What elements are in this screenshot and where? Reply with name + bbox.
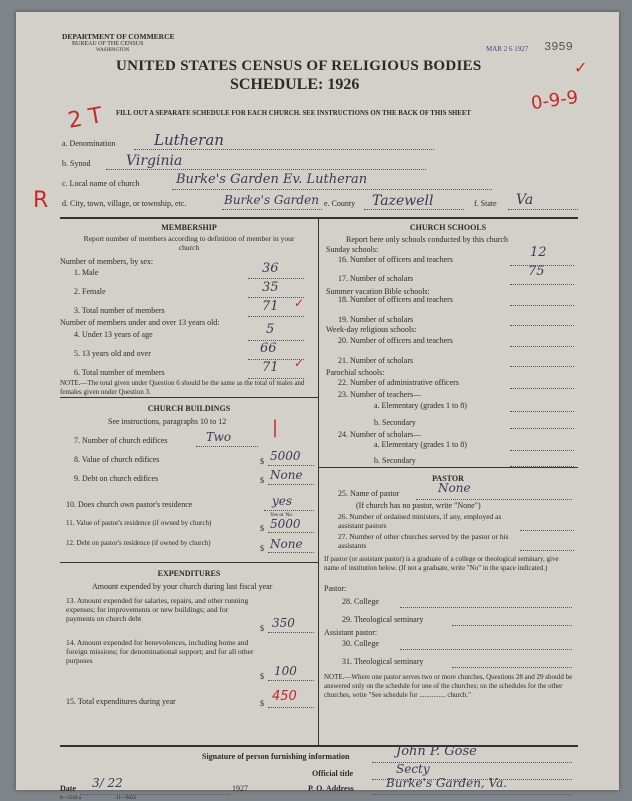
city-label: WASHINGTON: [96, 48, 130, 53]
q6-value[interactable]: 71: [262, 360, 279, 375]
official-title-value[interactable]: Secty: [396, 762, 430, 776]
pastor-title: PASTOR: [432, 474, 464, 483]
q12-label: 12. Debt on pastor's residence (if owned by church): [66, 539, 211, 547]
q23a-label: a. Elementary (grades 1 to 8): [374, 401, 467, 410]
q19-label: 19. Number of scholars: [338, 315, 414, 324]
date-label: Date: [60, 784, 76, 793]
date-value[interactable]: 3/ 22: [92, 776, 123, 790]
q24b-label: b. Secondary: [374, 456, 416, 465]
membership-intro: Report number of members according to definition of member in your church: [83, 234, 295, 252]
q3-label: 3. Total number of members: [74, 306, 165, 315]
q15-value[interactable]: 450: [272, 689, 297, 704]
local-name-value[interactable]: Burke's Garden Ev. Lutheran: [176, 172, 368, 187]
po-address-label: P. O. Address: [308, 784, 354, 793]
q22-label: 22. Number of administrative officers: [338, 378, 459, 387]
q1-label: 1. Male: [74, 268, 99, 277]
q14-label: 14. Amount expended for benevolences, including home and foreign missions; for denominational support; and for all other purposes: [66, 638, 254, 665]
q27-label: 27. Number of other churches served by the pastor or his assistants: [338, 532, 509, 550]
signature-label: Signature of person furnishing information: [202, 752, 350, 761]
annotation-r: R: [33, 188, 49, 213]
under13-label: Number of members under and over 13 years old:: [60, 318, 220, 327]
city-town-label: d. City, town, village, or township, etc.: [62, 199, 187, 208]
signature-value[interactable]: John P. Gose: [396, 744, 477, 759]
sunday-label: Sunday schools:: [326, 245, 379, 254]
synod-label: b. Synod: [62, 159, 91, 168]
q15-label: 15. Total expenditures during year: [66, 697, 176, 706]
expenditures-title: EXPENDITURES: [157, 569, 221, 578]
schedule-title: SCHEDULE: 1926: [230, 76, 360, 93]
q7-label: 7. Number of church edifices: [74, 436, 168, 445]
state-value[interactable]: Va: [516, 192, 534, 208]
q29-label: 29. Theological seminary: [342, 615, 424, 624]
q9-label: 9. Debt on church edifices: [74, 474, 159, 483]
q10-value[interactable]: yes: [272, 494, 293, 508]
print-code-2: 11—9654: [116, 796, 136, 801]
q25-label: 25. Name of pastor: [338, 489, 400, 498]
po-address-value[interactable]: Burke's Garden, Va.: [386, 776, 508, 790]
q23-label: 23. Number of teachers—: [338, 390, 422, 399]
q2-value[interactable]: 35: [262, 280, 279, 295]
q28-label: 28. College: [342, 597, 379, 606]
q10-label: 10. Does church own pastor's residence: [66, 500, 193, 509]
date-year: 1927: [232, 784, 248, 793]
received-stamp-date: MAR 2 6 1927: [486, 45, 529, 53]
schools-intro: Report here only schools conducted by this church: [346, 235, 508, 244]
q8-label: 8. Value of church edifices: [74, 455, 160, 464]
parochial-label: Parochial schools:: [326, 368, 385, 377]
pastor-label: Pastor:: [324, 584, 347, 593]
synod-value[interactable]: Virginia: [126, 153, 183, 169]
bureau-label: BUREAU OF THE CENSUS: [72, 41, 144, 47]
buildings-title: CHURCH BUILDINGS: [147, 404, 231, 413]
q5-value[interactable]: 66: [260, 341, 277, 356]
asst-pastor-label: Assistant pastor:: [324, 628, 378, 637]
q25-value[interactable]: None: [438, 481, 471, 495]
q20-label: 20. Number of officers and teachers: [338, 336, 453, 345]
q17-label: 17. Number of scholars: [338, 274, 414, 283]
q13-value[interactable]: 350: [272, 616, 295, 630]
summer-label: Summer vacation Bible schools:: [326, 287, 430, 296]
q1-value[interactable]: 36: [262, 261, 279, 276]
q6-check-icon: ✓: [294, 356, 305, 370]
q4-value[interactable]: 5: [266, 322, 275, 337]
form-instruction: FILL OUT A SEPARATE SCHEDULE FOR EACH CHURCH. SEE INSTRUCTIONS ON THE BACK OF THIS SHEET: [116, 110, 471, 117]
membership-note: NOTE.—The total given under Question 6 should be the same as the total of males and females given under Question 3.: [60, 379, 305, 396]
yes-no-hint: Yes or No: [270, 512, 293, 518]
q18-label: 18. Number of officers and teachers: [338, 295, 453, 304]
q17-value[interactable]: 75: [528, 264, 545, 279]
q4-label: 4. Under 13 years of age: [74, 330, 153, 339]
check-mark-icon: ✓: [574, 58, 588, 77]
q6-label: 6. Total number of members: [74, 368, 165, 377]
denomination-label: a. Denomination: [62, 139, 116, 148]
buildings-intro: See instructions, paragraphs 10 to 12: [108, 417, 227, 426]
annotation-date-mark: 0-9-9: [529, 86, 580, 115]
q13-label: 13. Amount expended for salaries, repairs, and other running expenses; for improvements or new buildings; and for payments on church debt: [66, 596, 249, 623]
q30-label: 30. College: [342, 639, 379, 648]
by-sex-label: Number of members, by sex:: [60, 257, 154, 266]
city-town-value[interactable]: Burke's Garden: [224, 193, 319, 207]
q24a-label: a. Elementary (grades 1 to 8): [374, 440, 467, 449]
q12-value[interactable]: None: [270, 537, 303, 551]
buildings-mark: |: [272, 417, 279, 438]
q23b-label: b. Secondary: [374, 418, 416, 427]
q8-value[interactable]: 5000: [270, 449, 301, 463]
q11-label: 11. Value of pastor's residence (if owned by church): [66, 519, 212, 527]
q24-label: 24. Number of scholars—: [338, 430, 422, 439]
county-value[interactable]: Tazewell: [372, 193, 434, 209]
dept-label: DEPARTMENT OF COMMERCE: [62, 32, 175, 41]
q2-label: 2. Female: [74, 287, 106, 296]
print-code-1: 8—5518 a: [60, 796, 81, 801]
membership-title: MEMBERSHIP: [161, 223, 217, 232]
q11-value[interactable]: 5000: [270, 517, 301, 531]
denomination-value[interactable]: Lutheran: [154, 131, 224, 149]
q16-label: 16. Number of officers and teachers: [338, 255, 453, 264]
q9-value[interactable]: None: [270, 468, 303, 482]
q7-value[interactable]: Two: [206, 430, 232, 444]
pastor-note: NOTE.—Where one pastor serves two or more churches, Questions 28 and 29 should be answered only on the schedule for one of the churches; on the schedules for the other churches, write "See schedule for ............... church.": [324, 673, 573, 699]
census-form-sheet: DEPARTMENT OF COMMERCE BUREAU OF THE CENSUS WASHINGTON MAR 2 6 1927 3959 UNITED STATES CENSUS OF RELIGIOUS BODIES SCHEDULE: 1926 FILL OUT A SEPARATE SCHEDULE FOR EACH CHURCH. SEE INSTRUCTIONS ON THE BACK OF THIS SHEET 2 T 0-9-9 ✓ R a. Denomination Lutheran b. Synod Virginia c. Local name of church Burke's Garden Ev. Lutheran d. City, town, village, or township, etc. Burke's Garden e. County Tazewell f. State Va MEMBERSHIP Report number of members according to definition of member in your church Number of members, by sex: 1. Male 36 2. Female 35 3. Total number of members 71 ✓ Number of members under and over 13 years old: 4. Under 13 years of age 5 5. 13 years old and over 66 6. Total number of members 71 ✓ NOTE.—The total given under Question 6 should be the same as the total of males and females given under Question 3. CHURCH BUILDINGS See instructions, paragraphs 10 to 12 | 7. Number of church edifices Two 8. Value of church edifices $ 5000 9. Debt on church edifices $ None 10. Does church own pastor's residence yes Yes or No 11. Value of pastor's residence (if owned by church) $ 5000 12. Debt on pastor's residence (if owned by church) $ None EXPENDITURES Amount expended by your church during last fiscal year 13. Amount expended for salaries, repairs, and other running expenses; for improvements or new buildings; and for payments on church debt $ 350 14. Amount expended for benevolences, including home and foreign missions; for denominational support; and for all other purposes $ 100 15. Total expenditures during year $ 450 CHURCH SCHOOLS Report here only schools conducted by this church Sunday schools: 16. Number of officers and teachers 12 17. Number of scholars 75 Summer vacation Bible schools: 18. Number of officers and teachers 19. Number of scholars Week-day religious schools: 20. Number of officers and teachers 21. Number of scholars Parochial schools: 22. Number of administrative officers 23. Number of teachers— a. Elementary (grades 1 to 8) b. Secondary 24. Number of scholars— a. Elementary (grades 1 to 8) b. Secondary PASTOR 25. Name of pastor None (If church has no pastor, write "None") 26. Number of ordained ministers, if any, employed as assistant pastors 27. Number of other churches served by the pastor or his assistants If pastor (or assistant pastor) is a graduate of a college or theological seminary, give name of institution below. (If not a graduate, write "No" in the space indicated.) Pastor: 28. College 29. Theological seminary Assistant pastor: 30. College 31. Theological seminary NOTE.—Where one pastor serves two or more churches, Questions 28 and 29 should be answered only on the schedule for one of the churches; on the schedules for the other churches, write "See schedule for ............... church." Signature of person furnishing information John P. Gose Official title Secty Date 3/ 22 1927 P. O. Address Burke's Garden, Va. 8—5518 a 11—9654: [16, 12, 619, 790]
q31-label: 31. Theological seminary: [342, 657, 424, 666]
q16-value[interactable]: 12: [530, 245, 547, 260]
annotation-2t: 2 T: [66, 103, 105, 134]
stamp-number: 3959: [544, 40, 573, 54]
expenditures-intro: Amount expended by your church during last fiscal year: [92, 582, 273, 591]
county-label: e. County: [324, 199, 356, 208]
q26-label: 26. Number of ordained ministers, if any, employed as assistant pastors: [338, 512, 502, 530]
schools-title: CHURCH SCHOOLS: [409, 223, 487, 232]
official-title-label: Official title: [312, 769, 354, 778]
q5-label: 5. 13 years old and over: [74, 349, 151, 358]
q21-label: 21. Number of scholars: [338, 356, 414, 365]
weekday-label: Week-day religious schools:: [326, 325, 417, 334]
q3-check-icon: ✓: [294, 296, 305, 310]
q3-value[interactable]: 71: [262, 299, 279, 314]
state-label: f. State: [474, 199, 497, 208]
q14-value[interactable]: 100: [274, 664, 297, 678]
form-title: UNITED STATES CENSUS OF RELIGIOUS BODIES: [116, 58, 482, 74]
local-name-label: c. Local name of church: [62, 179, 140, 188]
pastor-intro: If pastor (or assistant pastor) is a graduate of a college or theological seminary, give name of institution below. (If not a graduate, write "No" in the space indicated.): [324, 555, 559, 572]
q25-note: (If church has no pastor, write "None"): [356, 501, 481, 510]
